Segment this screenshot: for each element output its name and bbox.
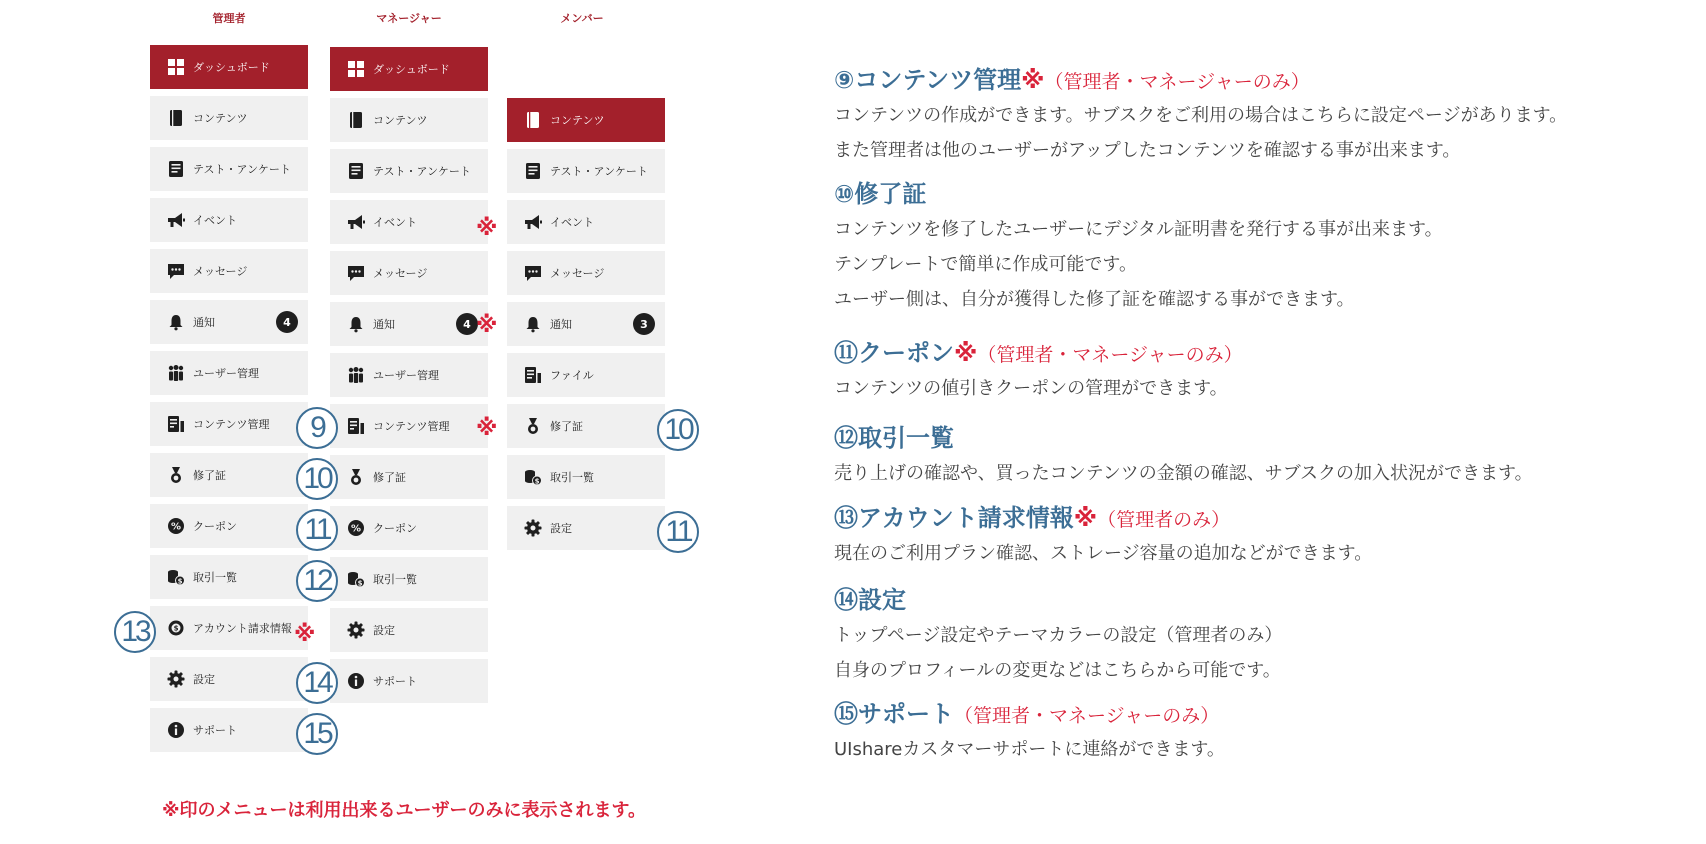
section-description: また管理者は他のユーザーがアップしたコンテンツを確認する事が出来ます。: [834, 140, 1461, 161]
restricted-mark: ※: [294, 622, 316, 647]
section-access-note: （管理者・マネージャーのみ）: [977, 344, 1243, 366]
menu-item-label: メッセージ: [550, 267, 605, 280]
circled-number-14: 14: [296, 662, 338, 704]
menu-item-label: ダッシュボード: [373, 63, 450, 76]
section-access-note: （管理者のみ）: [1097, 509, 1231, 531]
menu-item-label: コンテンツ: [373, 114, 428, 127]
menu-item-label: コンテンツ管理: [193, 418, 270, 431]
svg-text:$: $: [534, 477, 540, 486]
section-title: ⑨コンテンツ管理※（管理者・マネージャーのみ）: [834, 66, 1310, 94]
menu-item-label: イベント: [193, 214, 237, 227]
column-header-member: メンバー: [560, 12, 604, 25]
column-header-admin: 管理者: [212, 12, 246, 25]
menu-item-content-manage[interactable]: [330, 404, 488, 448]
restricted-mark: ※: [1073, 504, 1098, 532]
circled-number-11: 11: [296, 509, 338, 551]
menu-item-label: イベント: [550, 216, 594, 229]
bell-icon: [524, 315, 542, 333]
menu-item-gear[interactable]: [507, 506, 665, 550]
menu-item-label: ユーザー管理: [193, 367, 259, 380]
circled-number-10: 10: [296, 458, 338, 500]
section-description: 現在のご利用プラン確認、ストレージ容量の追加などができます。: [834, 543, 1373, 564]
menu-item-label: コンテンツ管理: [373, 420, 450, 433]
section-access-note: （管理者・マネージャーのみ）: [1044, 71, 1310, 93]
column-header-manager: マネージャー: [376, 12, 442, 25]
menu-item-label: ダッシュボード: [193, 61, 270, 74]
svg-text:%: %: [170, 521, 182, 533]
megaphone-icon: [167, 211, 185, 229]
message-icon: [524, 264, 542, 282]
section-description: UIshareカスタマーサポートに連絡ができます。: [834, 739, 1225, 760]
menu-item-label: 通知: [193, 316, 215, 329]
content-manage-icon: [347, 417, 365, 435]
book-icon: [524, 111, 542, 129]
menu-item-book[interactable]: [507, 98, 665, 142]
menu-item-label: サポート: [193, 724, 237, 737]
menu-item-gear[interactable]: [330, 608, 488, 652]
menu-item-label: サポート: [373, 675, 417, 688]
menu-item-dashboard[interactable]: [150, 45, 308, 89]
menu-item-file[interactable]: [507, 353, 665, 397]
menu-item-bell[interactable]: [507, 302, 665, 346]
circled-number-9: 9: [296, 407, 338, 449]
menu-item-megaphone[interactable]: [150, 198, 308, 242]
svg-text:%: %: [350, 523, 362, 535]
coupon-icon: [167, 517, 185, 535]
content-manage-icon: [167, 415, 185, 433]
dashboard-icon: [167, 58, 185, 76]
menu-item-label: 取引一覧: [373, 573, 417, 586]
menu-item-users[interactable]: [330, 353, 488, 397]
menu-item-label: テスト・アンケート: [373, 165, 471, 178]
message-icon: [347, 264, 365, 282]
section-access-note: （管理者・マネージャーのみ）: [954, 705, 1220, 727]
menu-item-test[interactable]: [330, 149, 488, 193]
test-icon: [167, 160, 185, 178]
billing-icon: [167, 619, 185, 637]
gear-icon: [347, 621, 365, 639]
medal-icon: [167, 466, 185, 484]
notification-count-badge: 4: [456, 313, 478, 335]
medal-icon: [347, 468, 365, 486]
bell-icon: [167, 313, 185, 331]
menu-item-label: コンテンツ: [550, 114, 605, 127]
gear-icon: [524, 519, 542, 537]
notification-count-badge: 4: [276, 311, 298, 333]
menu-item-label: メッセージ: [373, 267, 428, 280]
section-description: トップページ設定やテーマカラーの設定（管理者のみ）: [834, 625, 1283, 646]
menu-item-medal[interactable]: [507, 404, 665, 448]
book-icon: [167, 109, 185, 127]
section-title: ⑪クーポン※（管理者・マネージャーのみ）: [834, 339, 1243, 367]
restricted-mark: ※: [954, 339, 978, 367]
menu-item-message[interactable]: [507, 251, 665, 295]
section-title: ⑫取引一覧: [834, 424, 954, 452]
menu-item-label: 設定: [550, 522, 572, 535]
menu-item-label: 通知: [373, 318, 395, 331]
restricted-mark: ※: [476, 416, 498, 441]
circled-number-10-member: 10: [657, 409, 699, 451]
restricted-mark: ※: [476, 216, 498, 241]
restricted-mark: ※: [1021, 66, 1045, 94]
section-title: ⑮サポート（管理者・マネージャーのみ）: [834, 700, 1220, 728]
menu-item-book[interactable]: [150, 96, 308, 140]
menu-item-medal[interactable]: [330, 455, 488, 499]
section-description: テンプレートで簡単に作成可能です。: [834, 254, 1137, 275]
menu-item-coins[interactable]: [507, 455, 665, 499]
section-description: コンテンツの値引きクーポンの管理ができます。: [834, 378, 1228, 399]
menu-item-label: クーポン: [193, 520, 237, 533]
users-icon: [347, 366, 365, 384]
bell-icon: [347, 315, 365, 333]
footnote: ※印のメニューは利用出来るユーザーのみに表示されます。: [162, 800, 647, 821]
menu-item-megaphone[interactable]: [330, 200, 488, 244]
section-description: コンテンツの作成ができます。サブスクをご利用の場合はこちらに設定ページがあります。: [834, 105, 1568, 126]
menu-item-label: 設定: [373, 624, 395, 637]
section-description: 自身のプロフィールの変更などはこちらから可能です。: [834, 660, 1281, 681]
menu-item-label: イベント: [373, 216, 417, 229]
menu-item-label: コンテンツ: [193, 112, 248, 125]
menu-item-label: 修了証: [550, 420, 583, 433]
section-title: ⑬アカウント請求情報※（管理者のみ）: [834, 504, 1231, 532]
menu-item-book[interactable]: [330, 98, 488, 142]
menu-item-label: テスト・アンケート: [193, 163, 291, 176]
menu-item-bell[interactable]: [330, 302, 488, 346]
coins-icon: [524, 468, 542, 486]
menu-item-info[interactable]: [150, 708, 308, 752]
book-icon: [347, 111, 365, 129]
coins-icon: [167, 568, 185, 586]
svg-text:$: $: [177, 577, 183, 586]
menu-item-gear[interactable]: [150, 657, 308, 701]
svg-text:$: $: [173, 624, 179, 633]
section-description: コンテンツを修了したユーザーにデジタル証明書を発行する事が出来ます。: [834, 219, 1443, 240]
file-icon: [524, 366, 542, 384]
menu-item-label: 修了証: [373, 471, 406, 484]
menu-item-coupon[interactable]: [150, 504, 308, 548]
menu-item-label: クーポン: [373, 522, 417, 535]
circled-number-13: 13: [114, 611, 156, 653]
circled-number-12: 12: [296, 560, 338, 602]
circled-number-11-member: 11: [657, 511, 699, 553]
menu-item-label: 通知: [550, 318, 572, 331]
menu-item-bell[interactable]: [150, 300, 308, 344]
info-icon: [347, 672, 365, 690]
section-title: ⑩修了証: [834, 180, 927, 208]
menu-item-coins[interactable]: [330, 557, 488, 601]
menu-item-megaphone[interactable]: [507, 200, 665, 244]
menu-item-label: 取引一覧: [550, 471, 594, 484]
info-icon: [167, 721, 185, 739]
menu-item-medal[interactable]: [150, 453, 308, 497]
section-description: 売り上げの確認や、買ったコンテンツの金額の確認、サブスクの加入状況ができます。: [834, 463, 1533, 484]
menu-item-billing[interactable]: [150, 606, 308, 650]
restricted-mark: ※: [476, 313, 498, 338]
menu-item-label: メッセージ: [193, 265, 248, 278]
menu-item-label: アカウント請求情報: [193, 622, 292, 635]
coins-icon: [347, 570, 365, 588]
megaphone-icon: [524, 213, 542, 231]
test-icon: [347, 162, 365, 180]
test-icon: [524, 162, 542, 180]
section-title: ⑭設定: [834, 586, 906, 614]
notification-count-badge: 3: [633, 313, 655, 335]
coupon-icon: [347, 519, 365, 537]
menu-item-message[interactable]: [150, 249, 308, 293]
message-icon: [167, 262, 185, 280]
menu-item-dashboard[interactable]: [330, 47, 488, 91]
megaphone-icon: [347, 213, 365, 231]
menu-item-message[interactable]: [330, 251, 488, 295]
section-description: ユーザー側は、自分が獲得した修了証を確認する事ができます。: [834, 289, 1355, 310]
menu-item-info[interactable]: [330, 659, 488, 703]
menu-item-label: ユーザー管理: [373, 369, 439, 382]
dashboard-icon: [347, 60, 365, 78]
menu-item-label: 修了証: [193, 469, 226, 482]
menu-item-label: 取引一覧: [193, 571, 237, 584]
menu-item-label: テスト・アンケート: [550, 165, 648, 178]
menu-item-content-manage[interactable]: [150, 402, 308, 446]
menu-item-test[interactable]: [507, 149, 665, 193]
svg-text:$: $: [357, 579, 363, 588]
menu-item-coupon[interactable]: [330, 506, 488, 550]
menu-item-users[interactable]: [150, 351, 308, 395]
users-icon: [167, 364, 185, 382]
menu-item-label: ファイル: [550, 369, 594, 382]
menu-item-label: 設定: [193, 673, 215, 686]
menu-item-coins[interactable]: [150, 555, 308, 599]
circled-number-15: 15: [296, 713, 338, 755]
menu-item-test[interactable]: [150, 147, 308, 191]
gear-icon: [167, 670, 185, 688]
medal-icon: [524, 417, 542, 435]
